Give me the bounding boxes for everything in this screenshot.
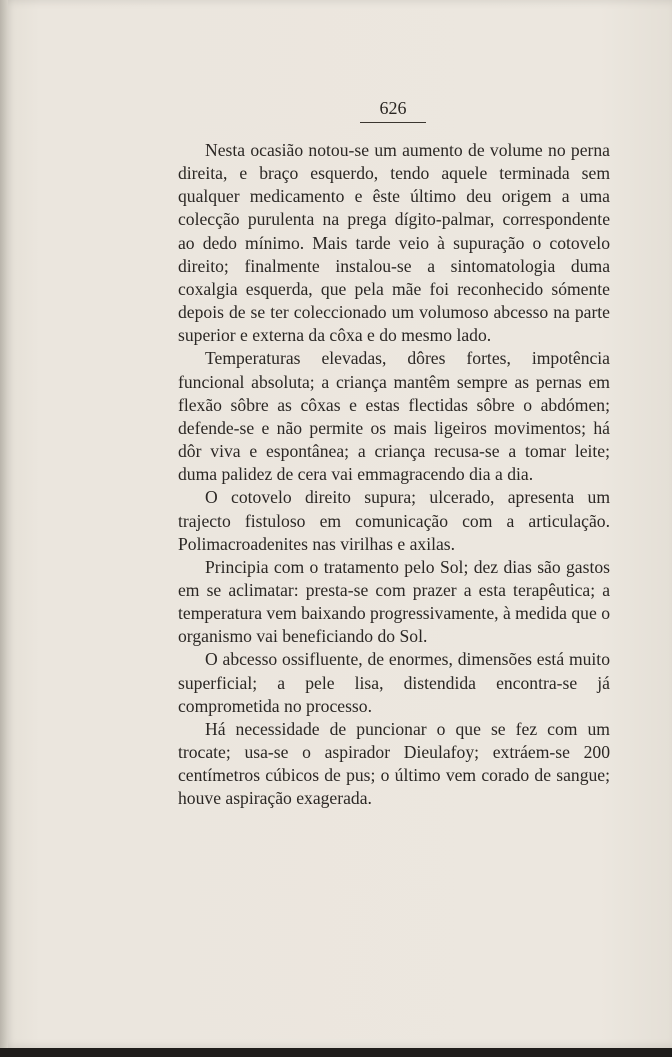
paragraph: Nesta ocasião notou-se um aumento de volume no perna direita, e braço esquerdo, tendo aquele terminada sem qualquer medicamento e êste último deu origem a uma colecção purulenta na prega dígito-palmar, correspondente ao dedo mínimo. Mais tarde veio à supuração o cotovelo direito; finalmente instalou-se a sintomatologia duma coxalgia esquerda, que pela mãe foi reconhecido sómente depois de se ter coleccionado um volumoso abcesso na parte superior e externa da côxa e do mesmo lado. [178, 140, 610, 346]
page-number-rule [360, 122, 426, 123]
paragraph: Há necessidade de puncionar o que se fez com um trocate; usa-se o aspirador Dieulafoy; extráem-se 200 centímetros cúbicos de pus; o último vem corado de sangue; houve aspiração exagerada. [178, 718, 610, 809]
page-number: 626 [379, 98, 407, 118]
scan-bottom-edge [0, 1048, 672, 1057]
paragraph: Principia com o tratamento pelo Sol; dez dias são gastos em se aclimatar: presta-se com prazer a esta terapêutica; a temperatura vem baixando progressivamente, à medida que o organismo vai beneficiando do Sol. [178, 556, 610, 647]
paragraph: O cotovelo direito supura; ulcerado, apresenta um trajecto fistuloso em comunicação com a articulação. Polimacroadenites nas virilhas e axilas. [178, 487, 610, 554]
paragraph: O abcesso ossifluente, de enormes, dimensões está muito superficial; a pele lisa, distendida encontra-se já comprometida no processo. [178, 649, 610, 716]
page-body [178, 139, 610, 811]
paragraph: Temperaturas elevadas, dôres fortes, impotência funcional absoluta; a criança mantêm sempre as pernas em flexão sôbre as côxas e estas flectidas sôbre o abdómen; defende-se e não permite os mais ligeiros movimentos; há dôr viva e espontânea; a criança recusa-se a tomar leite; duma palidez de cera vai emmagracendo dia a dia. [178, 348, 610, 485]
page-binding-edge [0, 0, 8, 1048]
